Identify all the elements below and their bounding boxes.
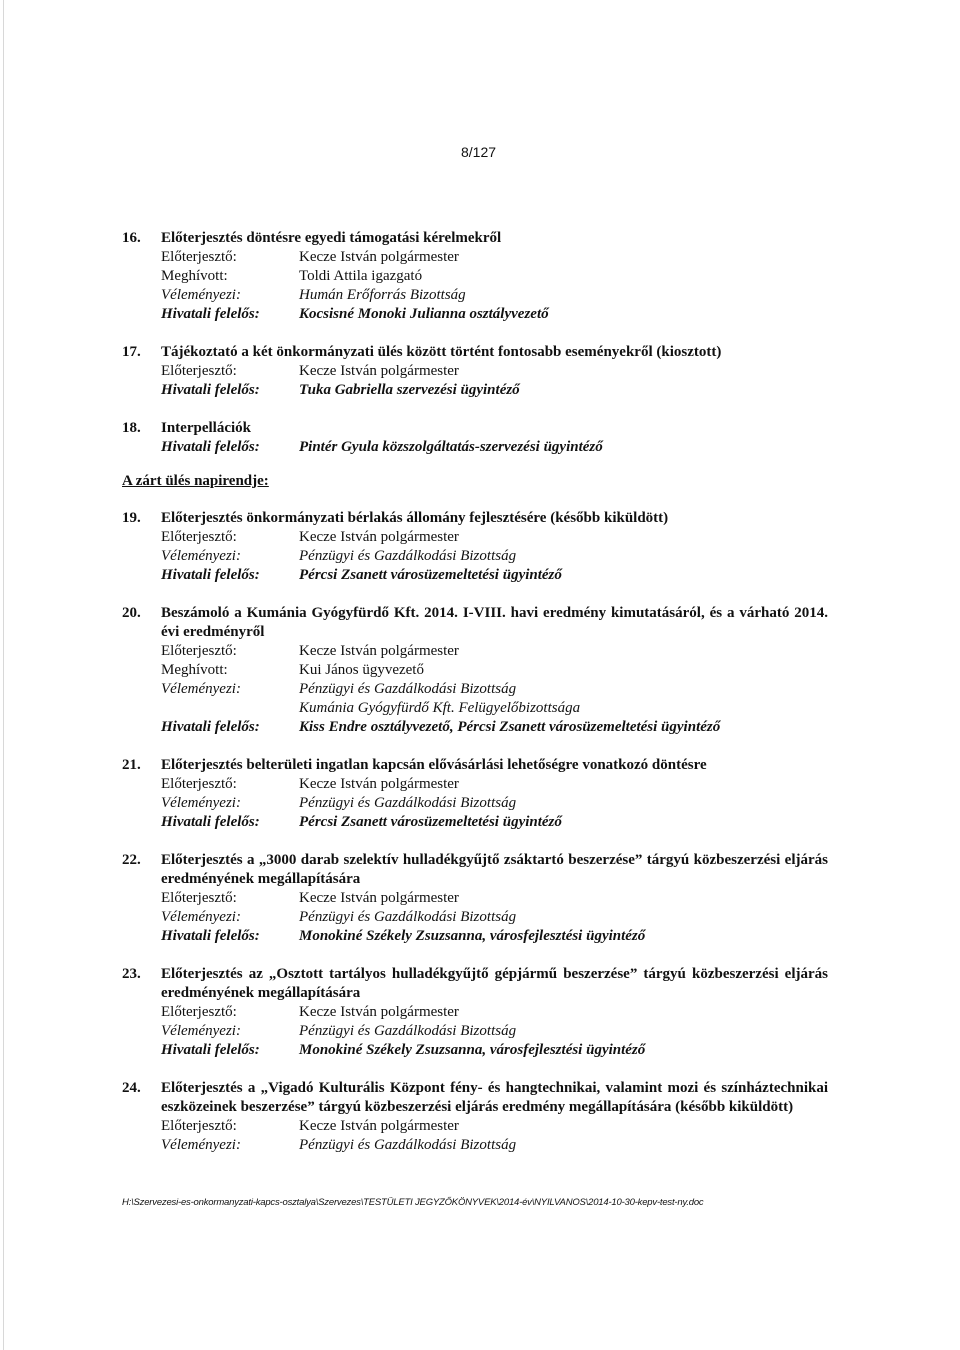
detail-label: Hivatali felelős:: [161, 814, 260, 830]
agenda-item-title-text: Előterjesztés a „3000 darab szelektív hulladékgyűjtő zsáktartó beszerzése” tárgyú közbeszerzési eljárás eredményének megállapítására: [161, 852, 828, 887]
agenda-item-detail-row: [122, 775, 828, 794]
detail-value: Kecze István polgármester: [299, 249, 459, 265]
agenda-content: [122, 229, 828, 1174]
agenda-item-number: 23.: [122, 966, 141, 982]
detail-value: Kiss Endre osztályvezető, Pércsi Zsanett városüzemeltetési ügyintéző: [299, 719, 721, 735]
agenda-item-detail-row: [122, 528, 828, 547]
agenda-item-detail-row: [122, 566, 828, 585]
agenda-item-detail-row: [122, 889, 828, 908]
agenda-item-title: [122, 851, 828, 889]
detail-label: Véleményezi:: [161, 909, 241, 925]
agenda-item-detail-row: [122, 699, 828, 718]
scan-margin-line: [3, 0, 4, 1350]
detail-label: Hivatali felelős:: [161, 1042, 260, 1058]
closed-agenda-list: [122, 509, 828, 1155]
detail-value: Kecze István polgármester: [299, 363, 459, 379]
detail-label: Előterjesztő:: [161, 363, 237, 379]
detail-label: Véleményezi:: [161, 795, 241, 811]
agenda-item-detail-row: [122, 718, 828, 737]
agenda-item: [122, 604, 828, 737]
detail-value: Pénzügyi és Gazdálkodási Bizottság: [299, 681, 517, 697]
detail-label: Előterjesztő:: [161, 776, 237, 792]
detail-value: Tuka Gabriella szervezési ügyintéző: [299, 382, 520, 398]
agenda-item-number: 24.: [122, 1080, 141, 1096]
agenda-item-number: 16.: [122, 230, 141, 246]
agenda-item-detail-row: [122, 248, 828, 267]
agenda-item-title-text: Előterjesztés belterületi ingatlan kapcsán elővásárlási lehetőségre vonatkozó döntésre: [161, 757, 707, 773]
agenda-item-number: 17.: [122, 344, 141, 360]
detail-label: [161, 699, 299, 718]
agenda-item: [122, 343, 828, 400]
agenda-item-number: 21.: [122, 757, 141, 773]
agenda-item: [122, 851, 828, 946]
agenda-item-detail-row: [122, 267, 828, 286]
agenda-item-number: 18.: [122, 420, 141, 436]
detail-label: Hivatali felelős:: [161, 567, 260, 583]
detail-value: Toldi Attila igazgató: [299, 268, 423, 284]
agenda-item-detail-row: [122, 381, 828, 400]
detail-label: Előterjesztő:: [161, 643, 237, 659]
agenda-item-title: [122, 343, 828, 362]
agenda-item-detail-row: [122, 1117, 828, 1136]
agenda-item-title: [122, 509, 828, 528]
agenda-item: [122, 1079, 828, 1155]
closed-section-heading: A zárt ülés napirendje:: [122, 473, 269, 489]
detail-label: Előterjesztő:: [161, 249, 237, 265]
detail-value: Monokiné Székely Zsuzsanna, városfejlesztési ügyintéző: [299, 928, 646, 944]
agenda-item-detail-row: [122, 1022, 828, 1041]
detail-label: Meghívott:: [161, 268, 228, 284]
agenda-item-detail-row: [122, 547, 828, 566]
agenda-item-detail-row: [122, 362, 828, 381]
detail-value: Pércsi Zsanett városüzemeltetési ügyintéző: [299, 814, 562, 830]
detail-value: Kecze István polgármester: [299, 776, 459, 792]
detail-value: Kecze István polgármester: [299, 643, 459, 659]
agenda-item: [122, 756, 828, 832]
agenda-item: [122, 509, 828, 585]
agenda-item-detail-row: [122, 1003, 828, 1022]
agenda-item: [122, 229, 828, 324]
agenda-item-detail-row: [122, 927, 828, 946]
agenda-item-detail-row: [122, 794, 828, 813]
agenda-item-detail-row: [122, 1136, 828, 1155]
agenda-item-title: [122, 604, 828, 642]
agenda-item-detail-row: [122, 661, 828, 680]
detail-label: Előterjesztő:: [161, 1118, 237, 1134]
agenda-item-detail-row: [122, 813, 828, 832]
agenda-item-title-text: Beszámoló a Kumánia Gyógyfürdő Kft. 2014. I-VIII. havi eredmény kimutatásáról, és a várható 2014. évi eredményről: [161, 605, 828, 640]
detail-value: Pénzügyi és Gazdálkodási Bizottság: [299, 795, 517, 811]
detail-value: Kocsisné Monoki Julianna osztályvezető: [299, 306, 549, 322]
agenda-item-title-text: Előterjesztés a „Vigadó Kulturális Központ fény- és hangtechnikai, valamint mozi és színháztechnikai eszközeinek beszerzése” tárgyú közbeszerzési eljárás eredmény megállapítására (később kiküldött): [161, 1080, 828, 1115]
agenda-item: [122, 965, 828, 1060]
detail-label: Hivatali felelős:: [161, 719, 260, 735]
detail-value: Humán Erőforrás Bizottság: [299, 287, 466, 303]
detail-label: Hivatali felelős:: [161, 306, 260, 322]
agenda-item-title: [122, 1079, 828, 1117]
agenda-item-number: 22.: [122, 852, 141, 868]
detail-value: Kui János ügyvezető: [299, 662, 424, 678]
detail-label: Véleményezi:: [161, 1137, 241, 1153]
footer-file-path: H:\Szervezesi-es-onkormanyzati-kapcs-osztalya\Szervezes\TESTÜLETI JEGYZŐKÖNYVEK\2014-év\NYILVANOS\2014-10-30-kepv-test-ny.doc: [122, 1197, 704, 1208]
agenda-item-detail-row: [122, 680, 828, 699]
detail-value: Kecze István polgármester: [299, 890, 459, 906]
agenda-item-number: 19.: [122, 510, 141, 526]
agenda-item: [122, 419, 828, 457]
detail-label: Véleményezi:: [161, 681, 241, 697]
detail-label: Előterjesztő:: [161, 890, 237, 906]
detail-label: Véleményezi:: [161, 548, 241, 564]
page-number: 8/127: [461, 144, 497, 160]
detail-value: Kumánia Gyógyfürdő Kft. Felügyelőbizottsága: [299, 700, 581, 716]
open-agenda-list: [122, 229, 828, 457]
agenda-item-detail-row: [122, 642, 828, 661]
agenda-item-title: [122, 756, 828, 775]
agenda-item-title: [122, 229, 828, 248]
detail-value: Pércsi Zsanett városüzemeltetési ügyintéző: [299, 567, 562, 583]
detail-value: Pénzügyi és Gazdálkodási Bizottság: [299, 909, 517, 925]
agenda-item-title-text: Előterjesztés az „Osztott tartályos hulladékgyűjtő gépjármű beszerzése” tárgyú közbeszerzési eljárás eredményének megállapítására: [161, 966, 828, 1001]
detail-label: Meghívott:: [161, 662, 228, 678]
agenda-item-detail-row: [122, 438, 828, 457]
detail-label: Hivatali felelős:: [161, 382, 260, 398]
detail-label: Hivatali felelős:: [161, 928, 260, 944]
agenda-item-title-text: Interpellációk: [161, 420, 251, 436]
agenda-item-detail-row: [122, 286, 828, 305]
agenda-item-title-text: Előterjesztés döntésre egyedi támogatási kérelmekről: [161, 230, 502, 246]
detail-label: Véleményezi:: [161, 1023, 241, 1039]
agenda-item-title: [122, 965, 828, 1003]
detail-label: Véleményezi:: [161, 287, 241, 303]
detail-label: Előterjesztő:: [161, 1004, 237, 1020]
agenda-item-title-text: Előterjesztés önkormányzati bérlakás állomány fejlesztésére (később kiküldött): [161, 510, 669, 526]
agenda-item-title: [122, 419, 828, 438]
detail-label: Hivatali felelős:: [161, 439, 260, 455]
detail-value: Kecze István polgármester: [299, 1004, 459, 1020]
agenda-item-title-text: Tájékoztató a két önkormányzati ülés között történt fontosabb eseményekről (kiosztott): [161, 344, 722, 360]
detail-value: Kecze István polgármester: [299, 529, 459, 545]
agenda-item-detail-row: [122, 305, 828, 324]
agenda-item-number: 20.: [122, 605, 141, 621]
detail-label: Előterjesztő:: [161, 529, 237, 545]
detail-value: Monokiné Székely Zsuzsanna, városfejlesztési ügyintéző: [299, 1042, 646, 1058]
detail-value: Pénzügyi és Gazdálkodási Bizottság: [299, 1137, 517, 1153]
detail-value: Pénzügyi és Gazdálkodási Bizottság: [299, 548, 517, 564]
agenda-item-detail-row: [122, 1041, 828, 1060]
agenda-item-detail-row: [122, 908, 828, 927]
detail-value: Kecze István polgármester: [299, 1118, 459, 1134]
detail-value: Pénzügyi és Gazdálkodási Bizottság: [299, 1023, 517, 1039]
detail-value: Pintér Gyula közszolgáltatás-szervezési ügyintéző: [299, 439, 603, 455]
